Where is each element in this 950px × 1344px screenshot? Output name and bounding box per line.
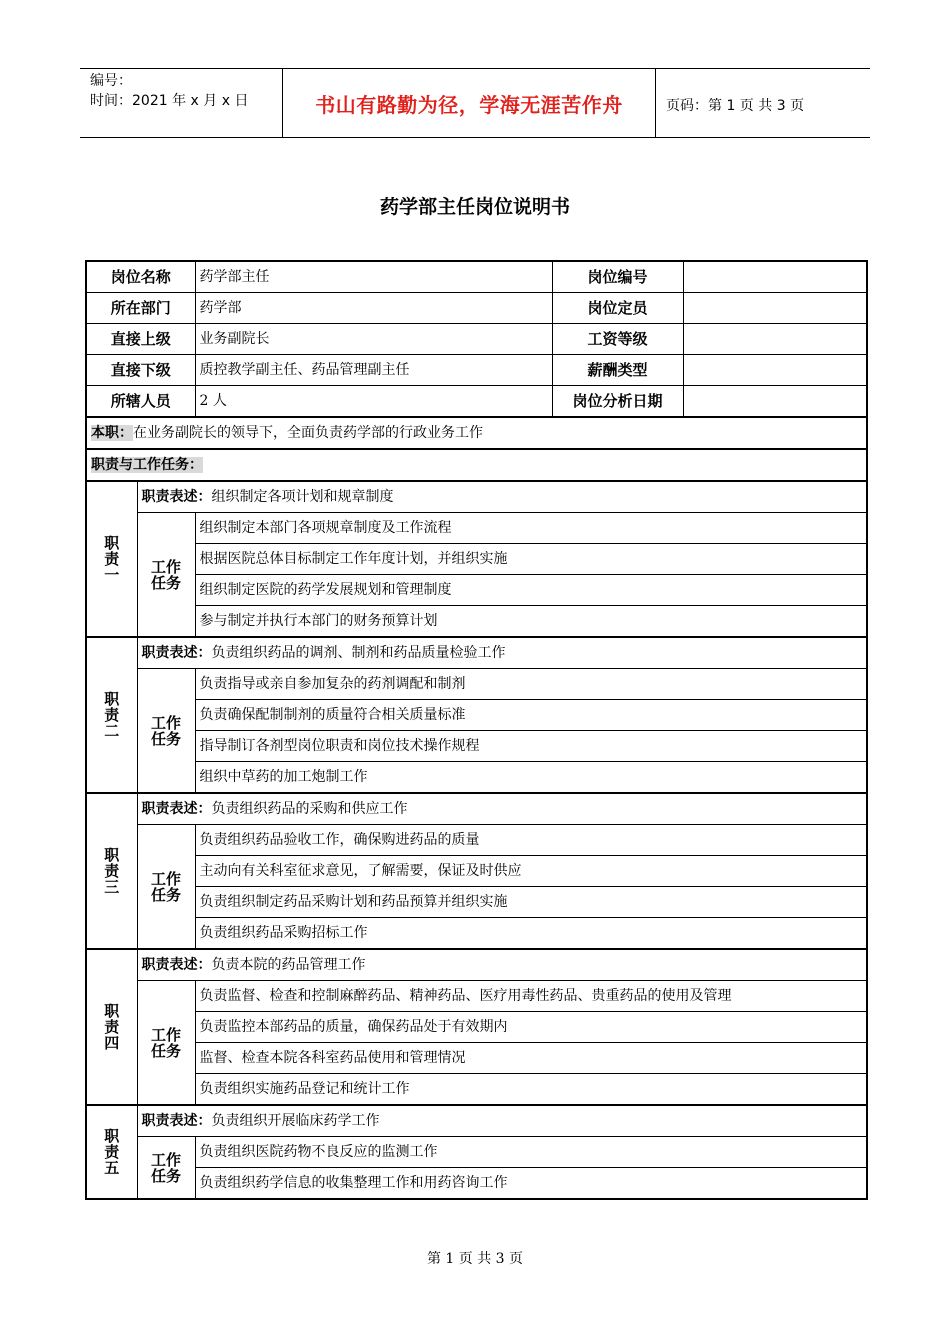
info-row [86,261,867,293]
duty-tag-char: 职 [104,846,120,864]
statement-label: 职责表述： [141,645,212,661]
info-label: 岗位定员 [552,293,683,324]
task-item: 组织中草药的加工炮制工作 [195,762,867,794]
info-row [86,324,867,355]
task-item: 组织制定本部门各项规章制度及工作流程 [195,513,867,544]
info-value: 药学部 [195,293,552,324]
summary-label: 本职： [91,425,133,441]
info-label: 直接下级 [86,355,195,386]
task-row [86,544,867,575]
task-tag-line: 工作 [151,1025,182,1044]
responsibility-summary [86,417,867,449]
task-item: 负责组织医院药物不良反应的监测工作 [195,1137,867,1168]
info-label: 所辖人员 [86,386,195,418]
time-label: 时间：2021 年 x 月 x 日 [90,93,249,109]
task-row [86,669,867,700]
task-row [86,1168,867,1200]
task-tag-line: 任务 [151,729,182,748]
task-row [86,1137,867,1168]
task-row [86,700,867,731]
info-row [86,386,867,418]
duties-header [86,449,867,481]
task-item: 负责组织制定药品采购计划和药品预算并组织实施 [195,887,867,918]
task-item: 负责指导或亲自参加复杂的药剂调配和制剂 [195,669,867,700]
task-row [86,731,867,762]
info-value [683,355,867,386]
task-row [86,1043,867,1074]
duty-tag [86,793,137,949]
duty-statement-row [86,481,867,513]
duty-statement-row [86,949,867,981]
info-label: 直接上级 [86,324,195,355]
duty-tag-char: 责 [104,1018,120,1036]
task-item: 根据医院总体目标制定工作年度计划，并组织实施 [195,544,867,575]
task-tag [137,1137,195,1200]
statement-text: 负责组织药品的采购和供应工作 [211,801,408,817]
task-item: 负责监督、检查和控制麻醉药品、精神药品、医疗用毒性药品、贵重药品的使用及管理 [195,981,867,1012]
statement-label: 职责表述： [141,489,212,505]
task-tag-line: 工作 [151,869,182,888]
task-tag-line: 工作 [151,557,182,576]
info-value [683,386,867,418]
task-tag-text [142,1027,191,1059]
duty-tag-char: 职 [104,1127,120,1145]
duty-tag [86,637,137,793]
task-item: 监督、检查本院各科室药品使用和管理情况 [195,1043,867,1074]
task-row [86,1074,867,1106]
task-row [86,513,867,544]
info-value [683,293,867,324]
statement-text: 组织制定各项计划和规章制度 [211,489,394,505]
task-row [86,1012,867,1043]
task-row [86,762,867,794]
duties-header-text: 职责与工作任务： [91,457,203,473]
task-item: 负责组织药品验收工作，确保购进药品的质量 [195,825,867,856]
duty-tag-char: 职 [104,1002,120,1020]
summary-text: 在业务副院长的领导下，全面负责药学部的行政业务工作 [133,425,483,441]
task-item: 负责监控本部药品的质量，确保药品处于有效期内 [195,1012,867,1043]
header-motto-cell [282,69,656,137]
info-label: 岗位名称 [86,261,195,293]
task-row [86,981,867,1012]
statement-label: 职责表述： [141,1113,212,1129]
task-tag-line: 任务 [151,573,182,592]
task-tag-line: 任务 [151,885,182,904]
info-value: 2 人 [195,386,552,418]
duty-tag-char: 五 [104,1159,120,1177]
duty-tag-char: 二 [104,722,120,740]
task-item: 组织制定医院的药学发展规划和管理制度 [195,575,867,606]
duty-tag-char: 一 [104,566,120,584]
task-tag-line: 工作 [151,1150,182,1169]
info-label: 薪酬类型 [552,355,683,386]
info-label: 所在部门 [86,293,195,324]
info-label: 岗位编号 [552,261,683,293]
info-label: 工资等级 [552,324,683,355]
task-row [86,918,867,950]
page-footer: 第 1 页 共 3 页 [426,1251,524,1267]
info-value: 业务副院长 [195,324,552,355]
duty-statement [137,793,867,825]
duty-statement [137,949,867,981]
task-item: 负责组织实施药品登记和统计工作 [195,1074,867,1106]
duty-tag [86,481,137,637]
task-row [86,606,867,638]
task-item: 主动向有关科室征求意见，了解需要，保证及时供应 [195,856,867,887]
duty-tag-char: 责 [104,550,120,568]
task-tag-line: 任务 [151,1166,182,1185]
duty-statement [137,481,867,513]
task-tag-text [142,715,191,747]
document-header [80,68,870,138]
task-row [86,887,867,918]
task-row [86,825,867,856]
document-title: 药学部主任岗位说明书 [379,196,570,218]
task-tag-text [142,871,191,903]
info-value: 质控教学副主任、药品管理副主任 [195,355,552,386]
duty-tag-char: 责 [104,706,120,724]
duty-tag [86,949,137,1105]
duties-header-row [86,449,867,481]
info-label: 岗位分析日期 [552,386,683,418]
info-value: 药学部主任 [195,261,552,293]
duty-tag-char: 四 [104,1034,120,1052]
duty-statement-row [86,637,867,669]
info-row [86,293,867,324]
job-description-table [85,260,868,1200]
motto-text: 书山有路勤为径，学海无涯苦作舟 [315,92,623,117]
task-tag-text [142,1152,191,1184]
task-item: 负责确保配制制剂的质量符合相关质量标准 [195,700,867,731]
duty-statement-row [86,793,867,825]
statement-text: 负责组织开展临床药学工作 [211,1113,380,1129]
statement-label: 职责表述： [141,801,212,817]
duty-tag-char: 责 [104,1143,120,1161]
task-row [86,575,867,606]
task-item: 负责组织药品采购招标工作 [195,918,867,950]
task-tag-line: 任务 [151,1041,182,1060]
duty-tag-char: 三 [104,878,120,896]
duty-statement [137,637,867,669]
info-row [86,355,867,386]
task-item: 负责组织药学信息的收集整理工作和用药咨询工作 [195,1168,867,1200]
task-tag [137,669,195,794]
duty-tag-char: 责 [104,862,120,880]
info-value [683,324,867,355]
duty-tag [86,1105,137,1199]
number-label: 编号： [90,73,132,89]
task-row [86,856,867,887]
task-tag [137,825,195,950]
statement-label: 职责表述： [141,957,212,973]
statement-text: 负责组织药品的调剂、制剂和药品质量检验工作 [211,645,506,661]
task-tag [137,981,195,1106]
statement-text: 负责本院的药品管理工作 [211,957,366,973]
info-value [683,261,867,293]
duty-statement-row [86,1105,867,1137]
page-label: 页码：第 1 页 共 3 页 [666,98,805,114]
task-item: 参与制定并执行本部门的财务预算计划 [195,606,867,638]
task-tag-line: 工作 [151,713,182,732]
duty-tag-char: 职 [104,534,120,552]
responsibility-summary-row [86,417,867,449]
header-meta [80,69,282,137]
task-item: 指导制订各剂型岗位职责和岗位技术操作规程 [195,731,867,762]
duty-statement [137,1105,867,1137]
task-tag [137,513,195,638]
duty-tag-char: 职 [104,690,120,708]
task-tag-text [142,559,191,591]
